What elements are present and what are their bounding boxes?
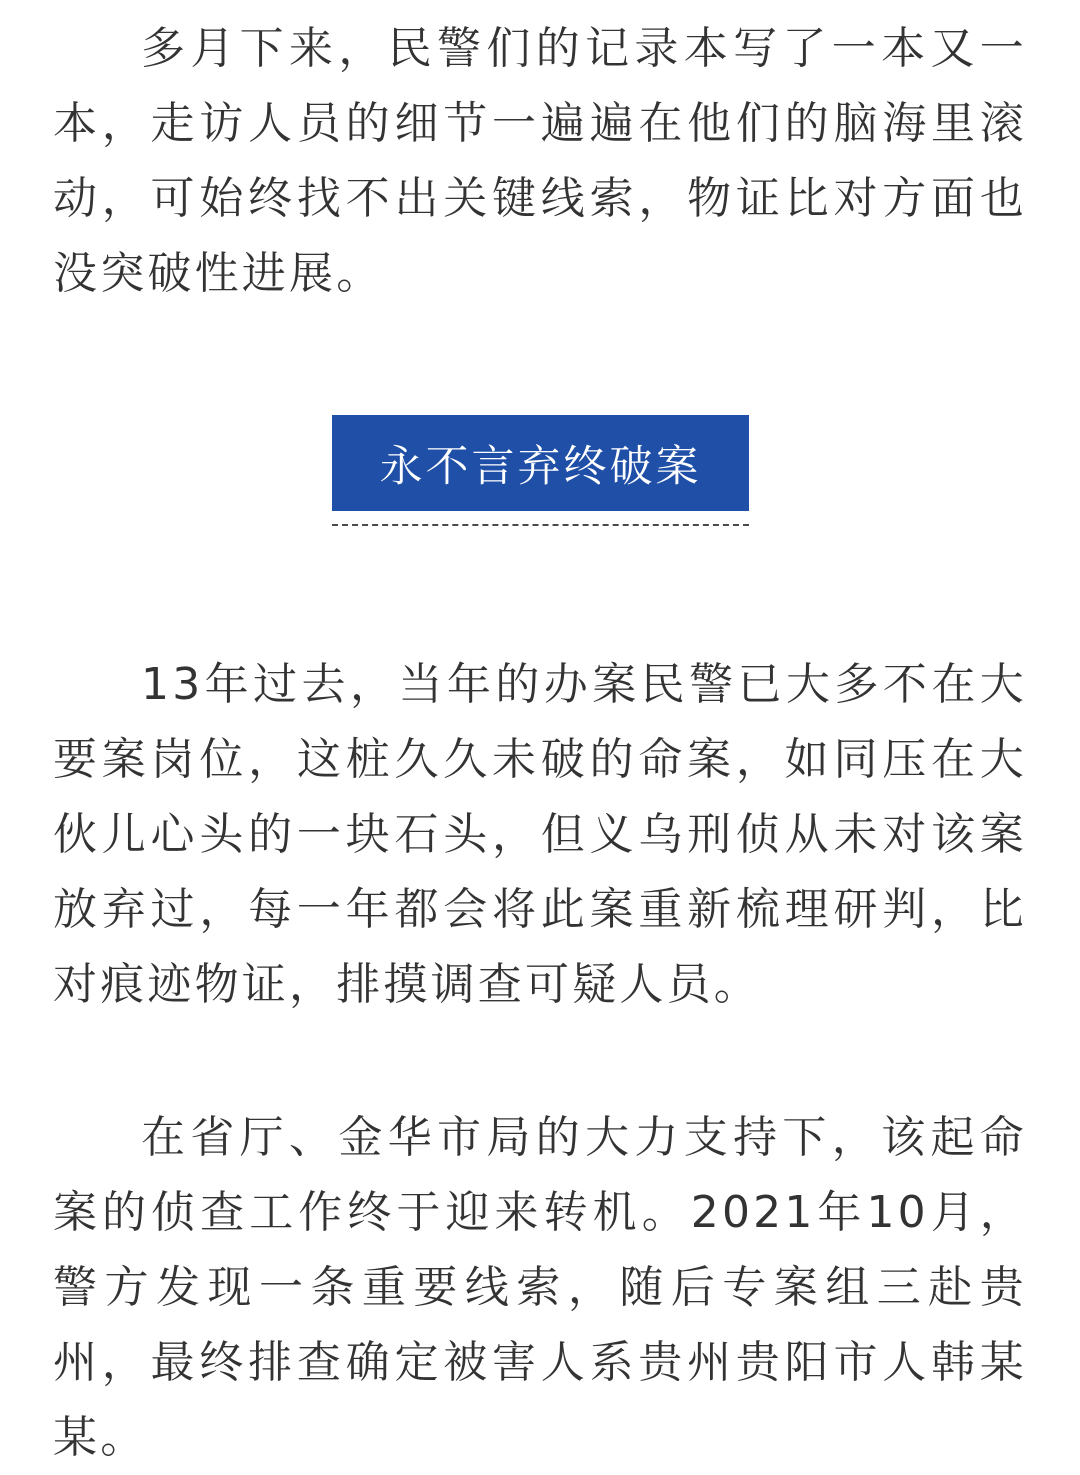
paragraph-1: 多月下来，民警们的记录本写了一本又一本，走访人员的细节一遍遍在他们的脑海里滚动，可始终找不出关键线索，物证比对方面也没突破性进展。 [53,23,1027,299]
article-block-3 [53,1100,1027,1475]
article-body [53,0,1027,311]
paragraph-3: 在省厅、金华市局的大力支持下，该起命案的侦查工作终于迎来转机。2021年10月，警方发现一条重要线索，随后专案组三赴贵州，最终排查确定被害人系贵州贵阳市人韩某某。 [53,1112,1027,1463]
article-block-2 [53,647,1027,1022]
paragraph-2: 13年过去，当年的办案民警已大多不在大要案岗位，这桩久久未破的命案，如同压在大伙儿心头的一块石头，但义乌刑侦从未对该案放弃过，每一年都会将此案重新梳理研判，比对痕迹物证，排摸调查可疑人员。 [53,659,1027,1010]
heading-dashed-divider [332,524,749,526]
section-heading: 永不言弃终破案 [332,415,749,511]
